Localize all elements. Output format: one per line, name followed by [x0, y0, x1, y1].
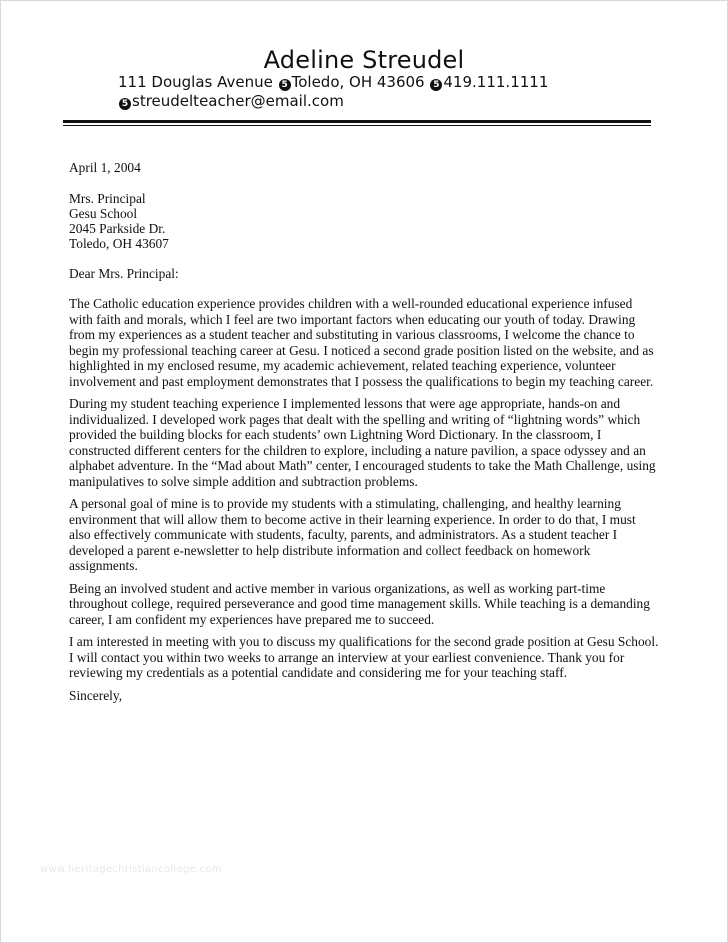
sender-city: Toledo, OH 43606	[291, 73, 425, 91]
recipient-line: Mrs. Principal	[69, 190, 146, 206]
salutation: Dear Mrs. Principal:	[69, 265, 179, 281]
contact-line-2	[118, 92, 548, 111]
recipient-block	[69, 191, 659, 251]
bullet-icon: 5	[119, 98, 131, 110]
paragraph: The Catholic education experience provides children with a well-rounded educational experience infused with faith and morals, which I feel are two important factors when educating our youth of today. Drawing from my experiences as a student teacher and substituting in various classrooms, I welcome the chance to begin my professional teaching career at Gesu. I noticed a second grade position listed on the website, and as highlighted in my enclosed resume, my academic achievement, related teaching experience, volunteer involvement and past employment demonstrates that I possess the qualifications to begin my teaching career.	[69, 296, 654, 389]
sender-email: streudelteacher@email.com	[132, 92, 344, 110]
paragraph: A personal goal of mine is to provide my students with a stimulating, challenging, and healthy learning environment that will allow them to become active in their learning experience. In order to do that, I must also effectively communicate with students, faculty, parents, and administrators. As a student teacher I developed a parent e-newsletter to help distribute information and collect feedback on homework assignments.	[69, 496, 636, 573]
recipient-line: Toledo, OH 43607	[69, 235, 169, 251]
bullet-icon: 5	[279, 79, 291, 91]
header-rule-thick	[63, 120, 651, 123]
header-rule-thin	[63, 125, 651, 126]
contact-line-1	[118, 73, 548, 92]
closing: Sincerely,	[69, 687, 123, 703]
recipient-line: 2045 Parkside Dr.	[69, 220, 166, 236]
watermark: www.heritagechristiancollege.com	[40, 864, 222, 875]
sender-phone: 419.111.1111	[443, 73, 549, 91]
sender-address: 111 Douglas Avenue	[118, 73, 273, 91]
bullet-icon: 5	[430, 79, 442, 91]
contact-block	[118, 73, 548, 111]
paragraph: I am interested in meeting with you to discuss my qualifications for the second grade position at Gesu School. I will contact you within two weeks to arrange an interview at your earliest convenience. Thank you for reviewing my credentials as a potential candidate and considering me for your teaching staff.	[69, 634, 659, 680]
letter-body	[69, 160, 659, 710]
recipient-line: Gesu School	[69, 205, 138, 221]
paragraph: Being an involved student and active member in various organizations, as well as working part-time throughout college, required perseverance and good time management skills. While teaching is a demanding career, I am confident my experiences have prepared me to succeed.	[69, 580, 650, 627]
sender-name: Adeline Streudel	[263, 46, 465, 74]
letter-date: April 1, 2004	[69, 160, 141, 175]
paragraph: During my student teaching experience I implemented lessons that were age appropriate, hands-on and individualized. I developed work pages that dealt with the spelling and writing of “lightning words” which provided the building blocks for each students’ own Lightning Word Dictionary. In the classroom, I constructed different centers for the children to explore, including a nature pavilion, a space odyssey and an alphabet adventure. In the “Mad about Math” center, I encouraged students to take the Math Challenge, using manipulatives to solve simple addition and subtraction problems.	[69, 396, 656, 489]
